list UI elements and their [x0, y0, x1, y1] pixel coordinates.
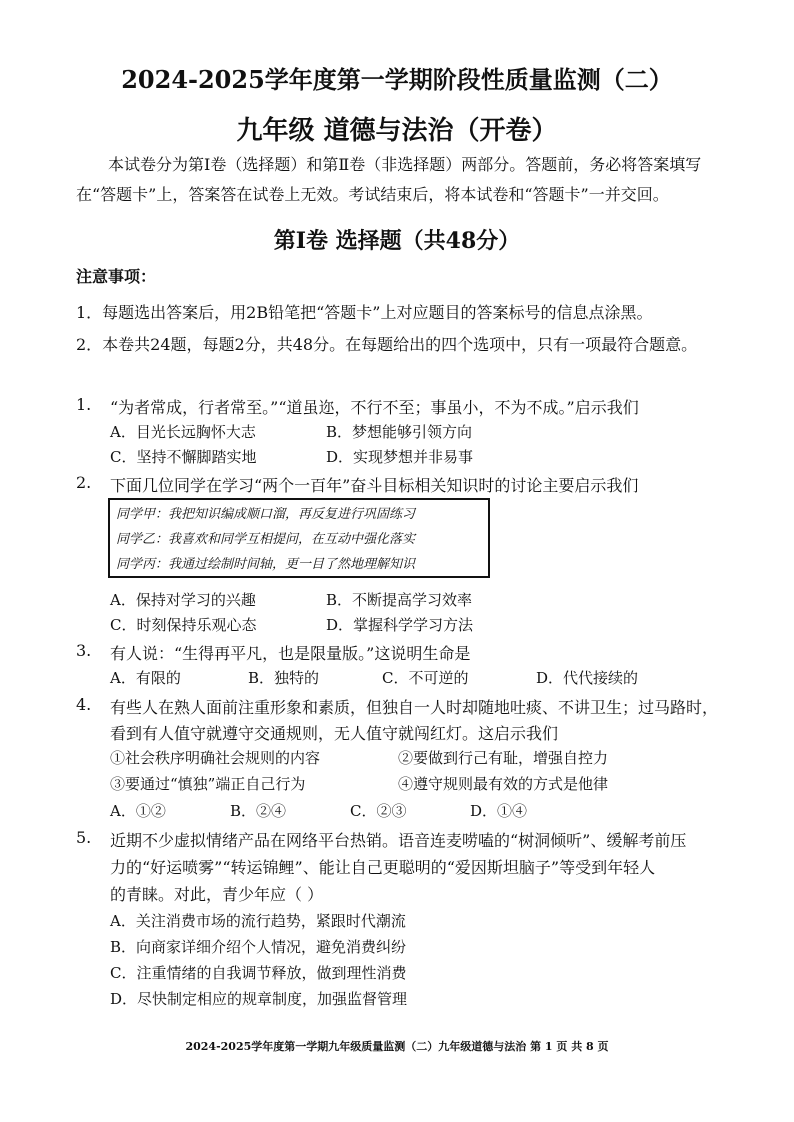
student-discussion-box: [108, 498, 490, 578]
q1-option-a: A．目光长远胸怀大志: [110, 423, 256, 441]
question-number: 5.: [76, 828, 92, 847]
exam-instructions: 本试卷分为第Ⅰ卷（选择题）和第Ⅱ卷（非选择题）两部分。答题前，务必将答案填写在“答题卡”上，答案答在试卷上无效。考试结束后，将本试卷和“答题卡”一并交回。: [76, 155, 702, 204]
q4-statement-3: ③要通过“慎独”端正自己行为: [110, 775, 306, 793]
q3-option-b: B．独特的: [248, 669, 320, 687]
discussion-line: 同学丙：我通过绘制时间轴，更一目了然地理解知识: [116, 557, 416, 572]
question-4-stem-line: 看到有人值守就遵守交通规则，无人值守就闯红灯。这启示我们: [110, 724, 559, 743]
q5-option-d: D．尽快制定相应的规章制度，加强监督管理: [110, 990, 408, 1008]
notes-heading: 注意事项：: [76, 267, 157, 286]
q2-option-b: B．不断提高学习效率: [326, 591, 473, 609]
q4-statement-1: ①社会秩序明确社会规则的内容: [110, 749, 321, 767]
question-1-stem: “为者常成，行者常至。”“道虽迩，不行不至；事虽小，不为不成。”启示我们: [110, 398, 639, 417]
question-4-stem-line: 有些人在熟人面前注重形象和素质，但独自一人时却随地吐痰、不讲卫生；过马路时，: [110, 698, 719, 717]
question-5-stem-line: 力的“好运喷雾”“转运锦鲤”、能让自己更聪明的“爱因斯坦脑子”等受到年轻人: [110, 858, 656, 877]
q1-option-c: C．坚持不懈脚踏实地: [110, 448, 257, 466]
q3-option-c: C．不可逆的: [382, 669, 469, 687]
q2-option-d: D．掌握科学学习方法: [326, 616, 474, 634]
question-5-stem-line: 的青睐。对此，青少年应（ ）: [110, 885, 324, 904]
q4-option-c: C．②③: [350, 802, 407, 820]
q4-statement-4: ④遵守规则最有效的方式是他律: [398, 775, 609, 793]
q5-option-a: A．关注消费市场的流行趋势，紧跟时代潮流: [110, 912, 406, 930]
question-3-stem: 有人说：“生得再平凡，也是限量版。”这说明生命是: [110, 644, 471, 663]
question-number: 3.: [76, 641, 92, 660]
q5-option-b: B．向商家详细介绍个人情况，避免消费纠纷: [110, 938, 407, 956]
q1-option-b: B．梦想能够引领方向: [326, 423, 473, 441]
q5-option-c: C．注重情绪的自我调节释放，做到理性消费: [110, 964, 407, 982]
q2-option-a: A．保持对学习的兴趣: [110, 591, 256, 609]
discussion-line: 同学甲：我把知识编成顺口溜，再反复进行巩固练习: [116, 507, 416, 522]
q1-option-d: D．实现梦想并非易事: [326, 448, 474, 466]
exam-title: 2024-2025学年度第一学期阶段性质量监测（二）: [121, 65, 673, 94]
q4-option-d: D．①④: [470, 802, 528, 820]
subject-title: 九年级 道德与法治（开卷）: [236, 116, 558, 146]
discussion-line: 同学乙：我喜欢和同学互相提问，在互动中强化落实: [116, 532, 416, 547]
q2-option-c: C．时刻保持乐观心态: [110, 616, 257, 634]
note-2: 2．本卷共24题，每题2分，共48分。在每题给出的四个选项中，只有一项最符合题意。: [76, 335, 698, 354]
question-number: 2.: [76, 473, 92, 492]
question-2-stem: 下面几位同学在学习“两个一百年”奋斗目标相关知识时的讨论主要启示我们: [110, 476, 639, 495]
q4-statement-2: ②要做到行己有耻，增强自控力: [398, 749, 609, 767]
q3-option-d: D．代代接续的: [536, 669, 639, 687]
q3-option-a: A．有限的: [110, 669, 181, 687]
question-number: 1.: [76, 395, 92, 414]
section-title: 第Ⅰ卷 选择题（共48分）: [273, 228, 521, 254]
q4-option-a: A．①②: [110, 802, 166, 820]
q4-option-b: B．②④: [230, 802, 287, 820]
question-number: 4.: [76, 695, 92, 714]
question-5-stem-line: 近期不少虚拟情绪产品在网络平台热销。语音连麦唠嗑的“树洞倾听”、缓解考前压: [110, 831, 687, 850]
page-footer: 2024-2025学年度第一学期九年级质量监测（二）九年级道德与法治 第 1 页 共 8 页: [185, 1040, 609, 1053]
note-1: 1．每题选出答案后，用2B铅笔把“答题卡”上对应题目的答案标号的信息点涂黑。: [76, 303, 653, 322]
